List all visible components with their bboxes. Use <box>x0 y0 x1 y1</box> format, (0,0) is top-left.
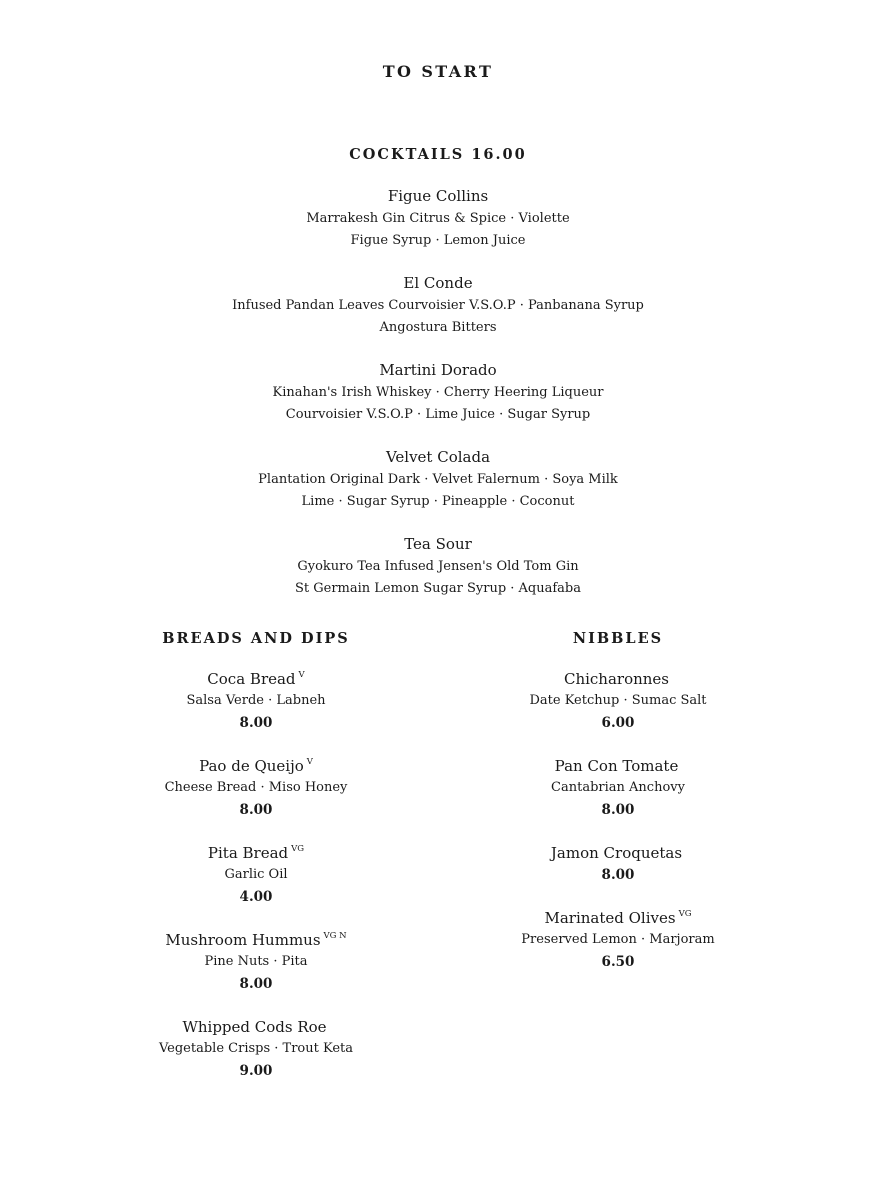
cocktail-name: Tea Sour <box>404 535 472 553</box>
dietary-tag: V <box>298 670 305 680</box>
menu-item-description: Cheese Bread · Miso Honey <box>164 780 348 795</box>
menu-item-name-text: Pan Con Tomate <box>554 757 679 775</box>
menu-item-price: 8.00 <box>239 714 273 731</box>
cocktail-item <box>0 272 876 359</box>
dietary-tag: V <box>306 757 313 767</box>
menu-item-price: 8.00 <box>601 867 635 883</box>
menu-item-description: Vegetable Crisps · Trout Keta <box>158 1041 354 1056</box>
cocktail-ingredients-line2: Angostura Bitters <box>379 319 497 335</box>
menu-item-name <box>140 838 372 864</box>
cocktail-name: Martini Dorado <box>379 361 497 379</box>
menu-item-description: Pine Nuts · Pita <box>204 954 308 969</box>
menu-item-description: Salsa Verde · Labneh <box>186 693 326 708</box>
menu-item <box>140 925 372 1012</box>
menu-item-price: 4.00 <box>239 888 273 905</box>
menu-item <box>502 838 734 903</box>
menu-item-name-text: Pao de Queijo <box>199 757 304 775</box>
menu-item-name <box>502 664 734 690</box>
cocktail-ingredients-line2: Figue Syrup · Lemon Juice <box>350 232 526 248</box>
menu-item-name <box>140 925 372 951</box>
cocktail-name: Velvet Colada <box>385 448 491 466</box>
menu-item-description: Cantabrian Anchovy <box>551 780 685 795</box>
menu-item-price: 9.00 <box>239 1062 273 1079</box>
dietary-tag: VG N <box>323 931 347 941</box>
cocktails-section-title: COCKTAILS 16.00 <box>349 146 527 163</box>
dietary-tag: VG <box>291 844 305 854</box>
menu-item-description: Garlic Oil <box>224 867 288 882</box>
menu-item-price: 6.00 <box>601 714 635 731</box>
menu-item <box>140 1012 372 1099</box>
menu-item-name <box>140 1012 372 1038</box>
menu-item-name <box>140 664 372 690</box>
cocktail-ingredients-line2: Courvoisier V.S.O.P · Lime Juice · Sugar Syrup <box>285 406 591 422</box>
cocktail-ingredients-line1: Gyokuro Tea Infused Jensen's Old Tom Gin <box>297 559 579 574</box>
menu-item-name-text: Jamon Croquetas <box>550 844 683 862</box>
menu-item-name <box>502 838 734 864</box>
cocktail-ingredients-line1: Marrakesh Gin Citrus & Spice · Violette <box>306 211 570 226</box>
menu-item-name-text: Chicharonnes <box>563 670 670 688</box>
menu-item-description: Date Ketchup · Sumac Salt <box>529 693 707 708</box>
menu-item-name-text: Coca Bread <box>207 670 296 688</box>
menu-item-name <box>140 751 372 777</box>
cocktail-ingredients-line2: St Germain Lemon Sugar Syrup · Aquafaba <box>295 580 581 596</box>
dietary-tag: VG <box>678 909 692 919</box>
menu-item-description: Preserved Lemon · Marjoram <box>521 932 715 947</box>
cocktail-name: Figue Collins <box>387 187 489 205</box>
menu-item <box>502 751 734 838</box>
cocktail-name: El Conde <box>403 274 473 292</box>
nibbles-section <box>502 630 734 990</box>
menu-item-name-text: Mushroom Hummus <box>165 931 321 949</box>
nibbles-title: NIBBLES <box>572 630 664 647</box>
breads-and-dips-section <box>140 630 372 1099</box>
menu-item-name-text: Marinated Olives <box>544 909 676 927</box>
menu-item <box>140 751 372 838</box>
menu-item-name-text: Pita Bread <box>207 844 289 862</box>
menu-item-price: 6.50 <box>601 953 635 970</box>
breads-and-dips-title: BREADS AND DIPS <box>162 630 350 647</box>
menu-item <box>140 838 372 925</box>
cocktail-ingredients-line1: Infused Pandan Leaves Courvoisier V.S.O.P · Panbanana Syrup <box>232 298 644 313</box>
menu-item-name-text: Whipped Cods Roe <box>182 1018 327 1036</box>
cocktail-ingredients-line1: Plantation Original Dark · Velvet Falernum · Soya Milk <box>258 472 618 487</box>
menu-item <box>140 664 372 751</box>
menu-item <box>502 903 734 990</box>
cocktail-ingredients-line2: Lime · Sugar Syrup · Pineapple · Coconut <box>301 493 575 509</box>
menu-item-price: 8.00 <box>601 801 635 818</box>
menu-item <box>502 664 734 751</box>
cocktail-item <box>0 446 876 533</box>
cocktail-item <box>0 185 876 272</box>
menu-item-name <box>502 903 734 929</box>
page-title: TO START <box>382 62 494 81</box>
cocktail-item <box>0 533 876 620</box>
cocktail-item <box>0 359 876 446</box>
cocktail-ingredients-line1: Kinahan's Irish Whiskey · Cherry Heering Liqueur <box>272 385 604 400</box>
menu-item-price: 8.00 <box>239 801 273 818</box>
menu-item-name <box>502 751 734 777</box>
cocktails-list <box>0 185 876 620</box>
menu-item-price: 8.00 <box>239 975 273 992</box>
